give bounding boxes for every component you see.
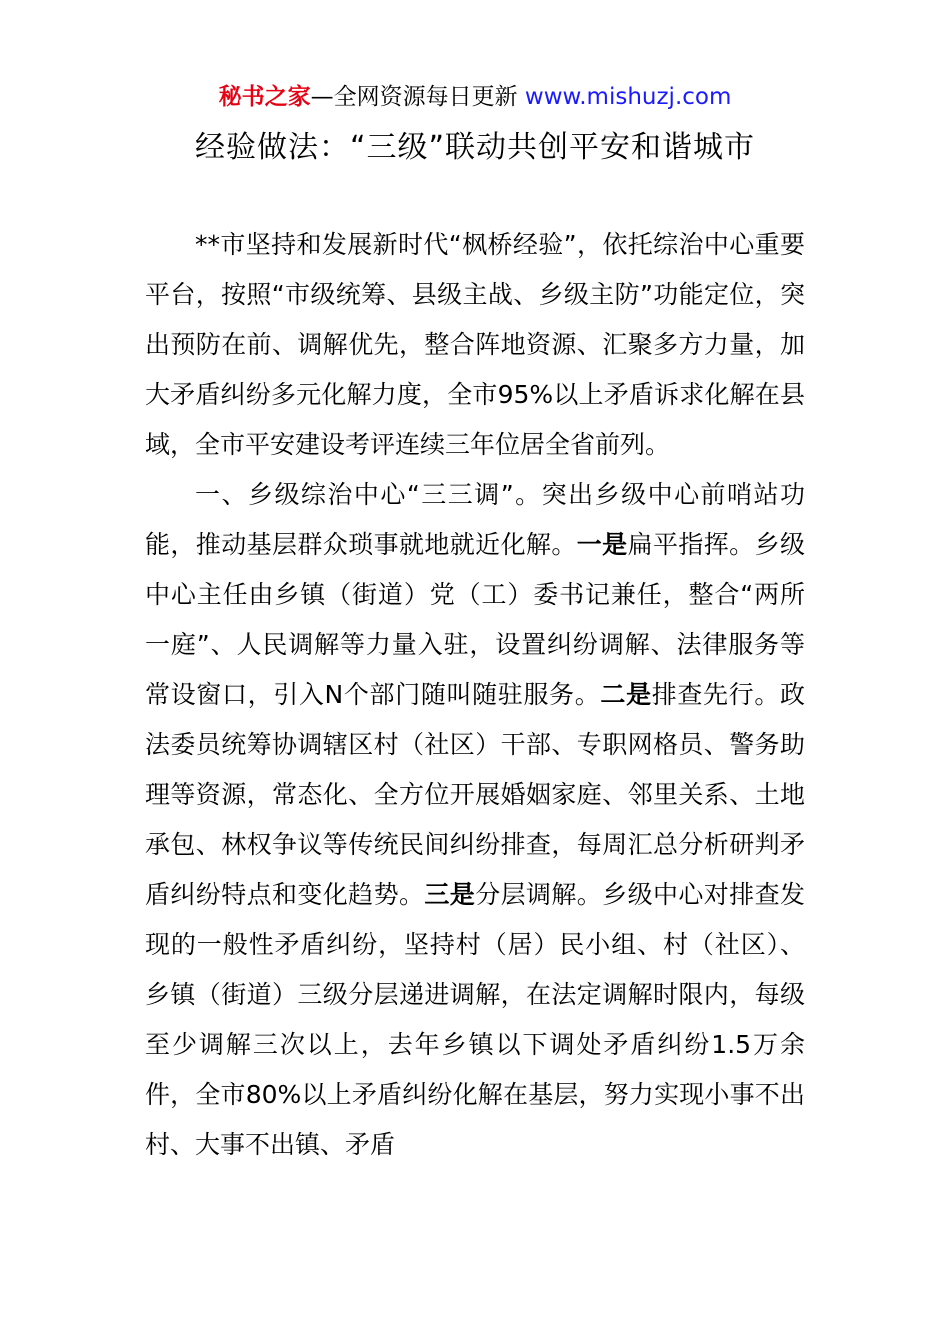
point-2-text: 排查先行。政法委员统筹协调辖区村（社区）干部、专职网格员、警务助理等资源，常态化、全方位开展婚姻家庭、邻里关系、土地承包、林权争议等传统民间纠纷排查，每周汇总分析研判矛盾纠纷特点和变化趋势。 xyxy=(145,680,805,909)
point-2-label: 二是 xyxy=(600,680,652,709)
section-1-paragraph xyxy=(145,470,805,1170)
header-tagline: —全网资源每日更新 xyxy=(310,84,525,110)
point-3-label: 三是 xyxy=(424,880,476,909)
section-1-heading: 一、乡级综治中心“三三调”。 xyxy=(195,480,542,509)
point-1-label: 一是 xyxy=(576,530,628,559)
point-3-text: 分层调解。乡级中心对排查发现的一般性矛盾纠纷，坚持村（居）民小组、村（社区）、乡镇（街道）三级分层递进调解，在法定调解时限内，每级至少调解三次以上，去年乡镇以下调处矛盾纠纷1.5万余件，全市80%以上矛盾纠纷化解在基层，努力实现小事不出村、大事不出镇、矛盾 xyxy=(145,880,805,1159)
site-url-link[interactable]: www.mishuzj.com xyxy=(524,84,732,110)
site-header xyxy=(0,80,950,114)
point-1-text: 扁平指挥。乡级中心主任由乡镇（街道）党（工）委书记兼任，整合“两所一庭”、人民调解等力量入驻，设置纠纷调解、法律服务等常设窗口，引入N个部门随叫随驻服务。 xyxy=(145,530,805,709)
brand-name: 秘书之家 xyxy=(218,84,311,110)
intro-paragraph: **市坚持和发展新时代“枫桥经验”，依托综治中心重要平台，按照“市级统筹、县级主战、乡级主防”功能定位，突出预防在前、调解优先，整合阵地资源、汇聚多方力量，加大矛盾纠纷多元化解力度，全市95%以上矛盾诉求化解在县域，全市平安建设考评连续三年位居全省前列。 xyxy=(145,230,805,459)
document-body xyxy=(145,220,805,1170)
document-title: 经验做法：“三级”联动共创平安和谐城市 xyxy=(194,130,756,165)
section-1-lead: 突出乡级中心前哨站功能，推动基层群众琐事就地就近化解。 xyxy=(145,480,805,559)
